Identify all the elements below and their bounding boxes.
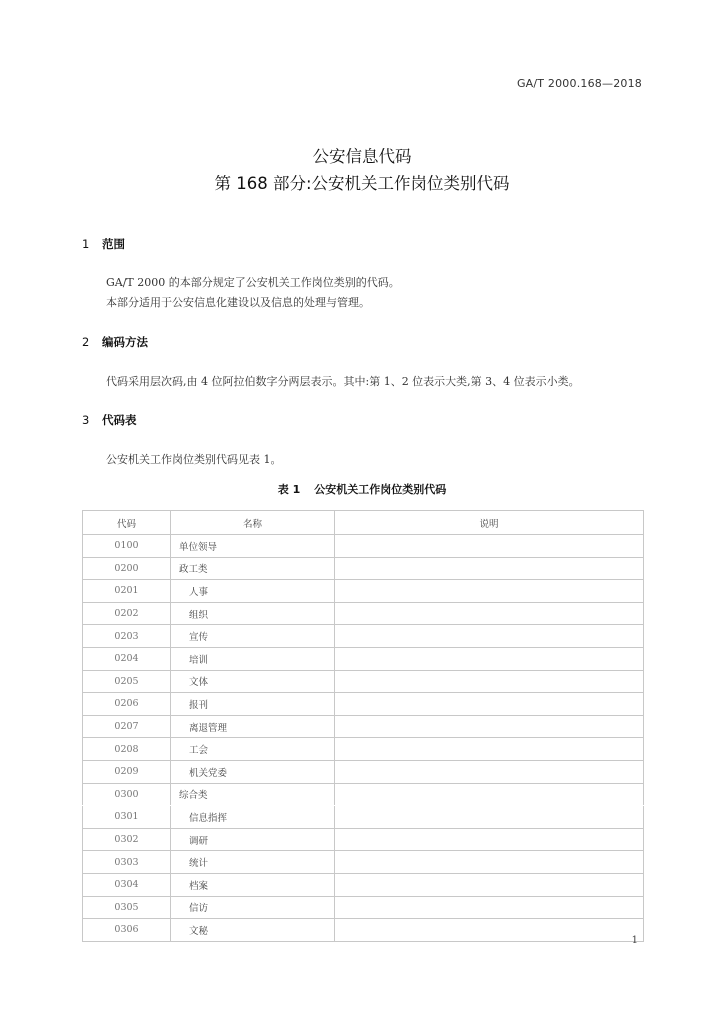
name-cell: 综合类 <box>171 783 335 806</box>
code-cell: 0200 <box>83 557 171 580</box>
table-row <box>83 715 644 738</box>
name-cell: 组织 <box>171 602 335 625</box>
description-cell <box>335 896 644 919</box>
code-cell: 0203 <box>83 625 171 648</box>
code-cell: 0208 <box>83 738 171 761</box>
table-row <box>83 851 644 874</box>
name-cell: 政工类 <box>171 557 335 580</box>
table-row <box>83 760 644 783</box>
description-cell <box>335 783 644 806</box>
description-cell <box>335 828 644 851</box>
table-row <box>83 693 644 716</box>
section-heading-scope <box>82 236 125 252</box>
table-row <box>83 647 644 670</box>
description-cell <box>335 919 644 942</box>
section-number: 1 <box>82 237 90 251</box>
scope-paragraph-1: GA/T 2000 的本部分规定了公安机关工作岗位类别的代码。 <box>106 276 400 289</box>
code-cell: 0306 <box>83 919 171 942</box>
description-cell <box>335 557 644 580</box>
code-cell: 0100 <box>83 535 171 558</box>
method-paragraph: 代码采用层次码,由 4 位阿拉伯数字分两层表示。其中:第 1、2 位表示大类,第 3、4 位表示小类。 <box>106 375 580 388</box>
description-cell <box>335 760 644 783</box>
code-cell: 0202 <box>83 602 171 625</box>
description-cell <box>335 670 644 693</box>
table-caption-title: 公安机关工作岗位类别代码 <box>314 483 447 496</box>
name-cell: 机关党委 <box>171 760 335 783</box>
name-cell: 文秘 <box>171 919 335 942</box>
table-row <box>83 602 644 625</box>
table-intro-paragraph: 公安机关工作岗位类别代码见表 1。 <box>106 453 282 466</box>
table-row <box>83 919 644 942</box>
name-cell: 培训 <box>171 647 335 670</box>
description-cell <box>335 873 644 896</box>
description-cell <box>335 715 644 738</box>
table-header-row <box>83 511 644 535</box>
description-cell <box>335 806 644 829</box>
code-cell: 0205 <box>83 670 171 693</box>
name-cell: 调研 <box>171 828 335 851</box>
description-cell <box>335 602 644 625</box>
description-cell <box>335 693 644 716</box>
description-cell <box>335 625 644 648</box>
table-row <box>83 896 644 919</box>
table-caption-label: 表 1 <box>277 483 301 496</box>
code-cell: 0201 <box>83 580 171 603</box>
table-row <box>83 580 644 603</box>
code-cell: 0302 <box>83 828 171 851</box>
table-row <box>83 828 644 851</box>
section-title: 代码表 <box>102 413 137 427</box>
name-cell: 报刊 <box>171 693 335 716</box>
code-cell: 0206 <box>83 693 171 716</box>
description-cell <box>335 851 644 874</box>
section-heading-code-table <box>82 412 137 428</box>
section-number: 2 <box>82 335 90 349</box>
code-cell: 0207 <box>83 715 171 738</box>
code-table <box>82 510 644 942</box>
description-cell <box>335 738 644 761</box>
description-cell <box>335 580 644 603</box>
name-cell: 文体 <box>171 670 335 693</box>
table-row <box>83 873 644 896</box>
document-title: 公安信息代码 <box>312 147 412 166</box>
name-cell: 离退管理 <box>171 715 335 738</box>
code-cell: 0305 <box>83 896 171 919</box>
document-subtitle: 第 168 部分:公安机关工作岗位类别代码 <box>214 174 510 193</box>
column-header-name: 名称 <box>171 511 335 535</box>
name-cell: 信息指挥 <box>171 806 335 829</box>
table-caption <box>0 481 724 497</box>
name-cell: 人事 <box>171 580 335 603</box>
table-row <box>83 625 644 648</box>
scope-paragraph-2: 本部分适用于公安信息化建设以及信息的处理与管理。 <box>106 296 370 309</box>
code-cell: 0209 <box>83 760 171 783</box>
name-cell: 单位领导 <box>171 535 335 558</box>
code-cell: 0301 <box>83 806 171 829</box>
name-cell: 宣传 <box>171 625 335 648</box>
description-cell <box>335 647 644 670</box>
section-heading-method <box>82 334 148 350</box>
name-cell: 工会 <box>171 738 335 761</box>
column-header-code: 代码 <box>83 511 171 535</box>
section-title: 编码方法 <box>102 335 148 349</box>
code-cell: 0204 <box>83 647 171 670</box>
name-cell: 统计 <box>171 851 335 874</box>
table-row <box>83 738 644 761</box>
table-row <box>83 557 644 580</box>
description-cell <box>335 535 644 558</box>
table-row <box>83 535 644 558</box>
table-row <box>83 670 644 693</box>
standard-code: GA/T 2000.168—2018 <box>516 77 642 90</box>
table-row <box>83 783 644 806</box>
section-number: 3 <box>82 413 90 427</box>
name-cell: 档案 <box>171 873 335 896</box>
code-cell: 0304 <box>83 873 171 896</box>
code-cell: 0300 <box>83 783 171 806</box>
table-row <box>83 806 644 829</box>
column-header-description: 说明 <box>335 511 644 535</box>
page-number: 1 <box>631 935 638 946</box>
code-cell: 0303 <box>83 851 171 874</box>
section-title: 范围 <box>102 237 125 251</box>
name-cell: 信访 <box>171 896 335 919</box>
table-body <box>83 535 644 942</box>
